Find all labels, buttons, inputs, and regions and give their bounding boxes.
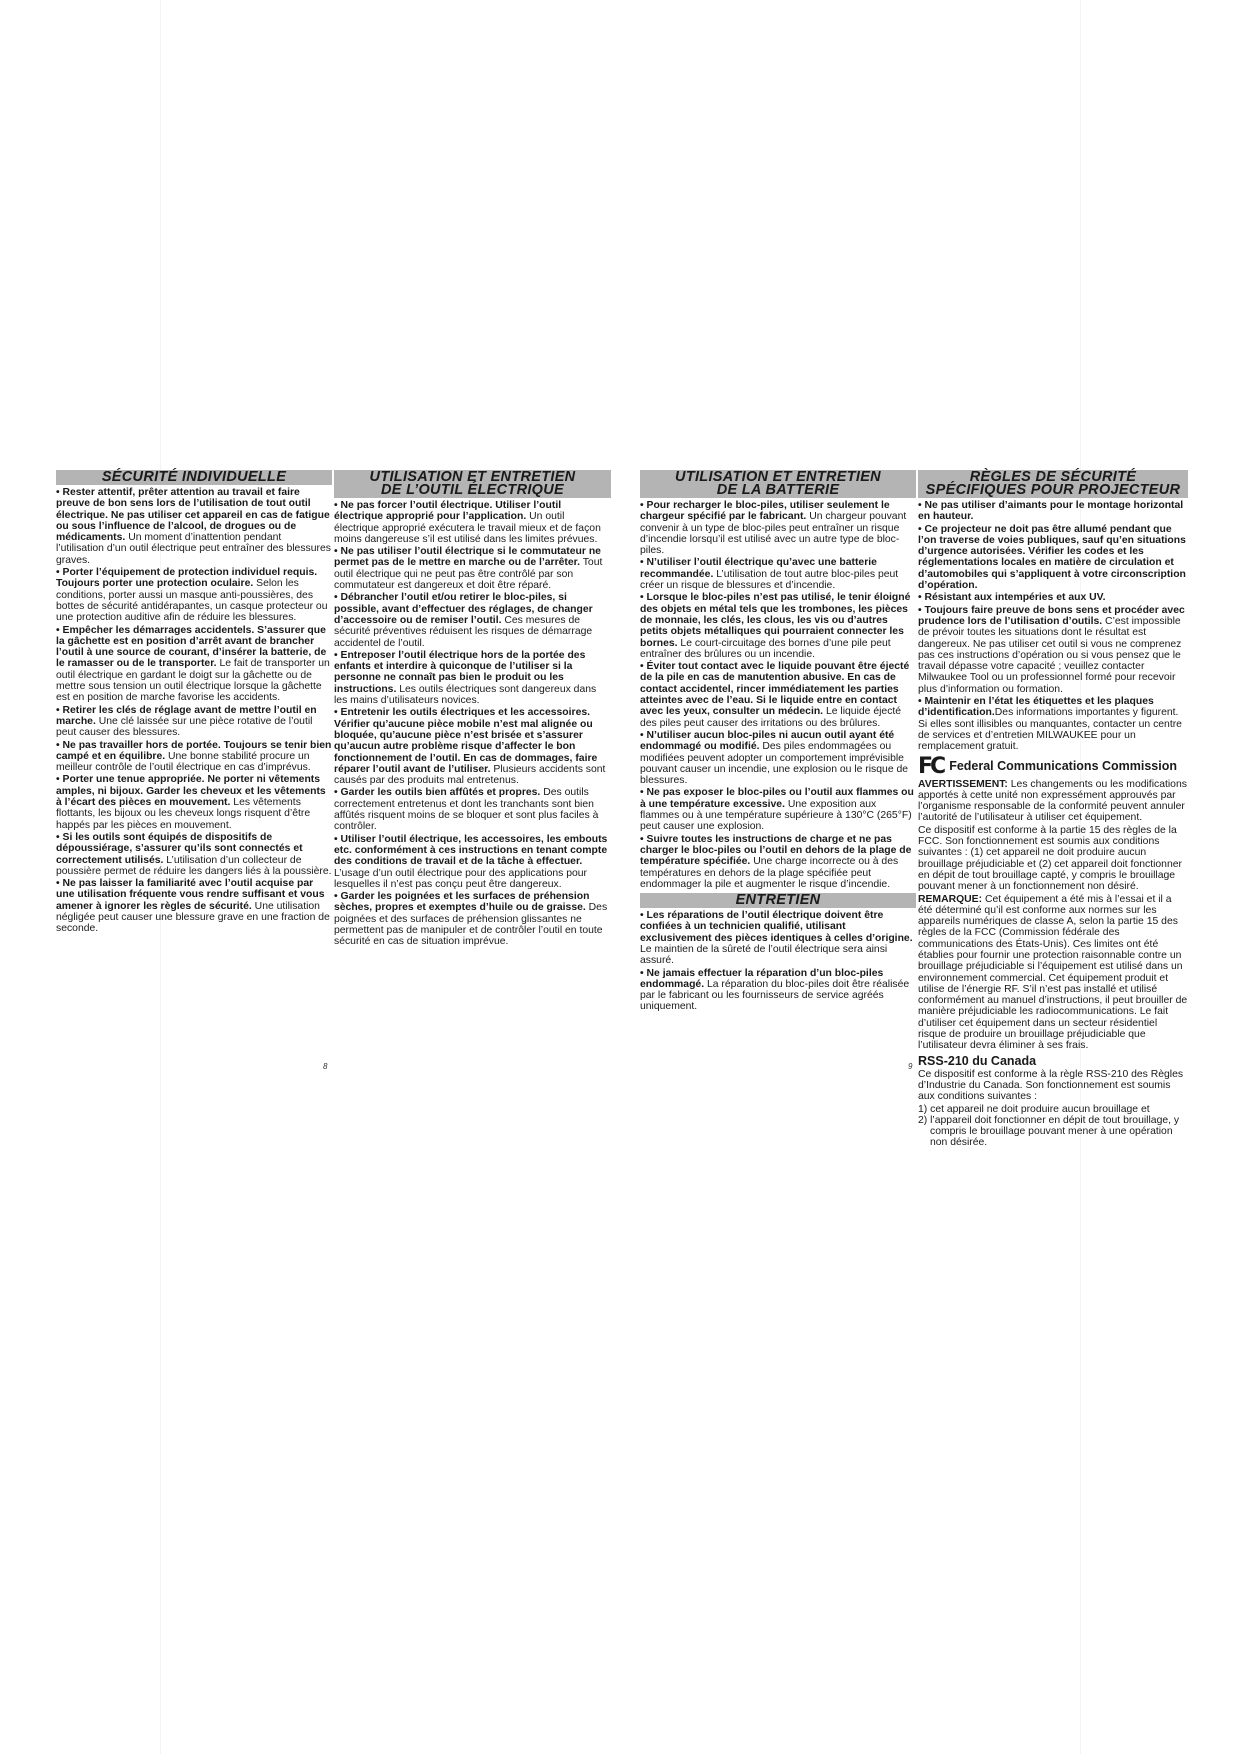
bullet-item (918, 605, 1188, 695)
bullet-plain-text: Des informations importantes y figurent. Si elles sont illisibles ou manquantes, contacter un centre de services et d’entretien MILWAUKEE pour un remplacement gratuit. (918, 707, 1182, 753)
fcc-title: Federal Communications Commission (949, 758, 1178, 773)
bullet-plain-text: Des outils correctement entretenus et dont les tranchants sont bien affûtés risquent moins de se bloquer et sont plus faciles à contrôler. (334, 787, 599, 833)
fcc-warning-label: AVERTISSEMENT: (918, 778, 1008, 790)
bullet-plain-text: Un chargeur pouvant convenir à un type de bloc-piles peut entraîner un risque d’incendie lorsqu’il est utilisé avec un autre type de bloc-piles. (640, 511, 907, 557)
bullet-bold-text: • Éviter tout contact avec le liquide pouvant être éjecté de la pile en cas de manutention abusive. En cas de contact accidentel, rincer immédiatement les parties atteintes avec de l’eau. Si le liquide entre en contact avec les yeux, consulter un médecin. (640, 661, 910, 718)
remarque-text: Cet équipement a été mis à l’essai et il a été déterminé qu’il est conforme aux normes sur les appareils numériques de classe A, selon la partie 15 des règles de la FCC (Commission fédérale des communications des États-Unis). Ces limites ont été établies pour fournir une protection raisonnable contre un brouillage préjudiciable si l’équipement est utilisé dans un environnement commercial. Cet équipement produit et utilise de l’énergie RF. S’il n’est pas installé et utilisé conformément au manuel d’instructions, il peut brouiller de manière préjudiciable les radiocommunications. Le fait d’utiliser cet équipement dans un secteur résidentiel risque de produire un brouillage préjudiciable que l’utilisateur devra éliminer à ses frais. (918, 893, 1188, 1052)
fcc-logo-icon: FC (918, 753, 944, 779)
section-heading-service (640, 893, 916, 908)
bullet-bold-text: • Débrancher l’outil et/ou retirer le bloc-piles, si possible, avant d’effectuer des réglages, de changer d’accessoire ou de remiser l’outil. (334, 592, 593, 626)
fcc-warning (918, 779, 1188, 824)
fcc-header (918, 753, 1188, 779)
bullet-bold-text: • Garder les outils bien affûtés et propres. (334, 787, 541, 799)
bullet-plain-text: Une exposition aux flammes ou à une température supérieure à 130°C (265°F) peut causer une explosion. (640, 798, 912, 833)
bullet-item (56, 705, 332, 739)
bullet-plain-text: Une clé laissée sur une pièce rotative de l’outil peut causer des blessures. (56, 715, 313, 739)
section-heading (918, 470, 1188, 498)
bullet-item (640, 834, 916, 890)
bullet-plain-text: Des piles endommagées ou modifiées peuvent adopter un comportement imprévisible pouvant causer un incendie, une explosion ou le risque de blessures. (640, 741, 909, 787)
column-personal-safety (56, 470, 332, 936)
bullet-item (918, 696, 1188, 752)
bullet-bold-text: • Toujours faire preuve de bons sens et procéder avec prudence lors de l’utilisation d’outils. (918, 604, 1185, 627)
bullet-item (918, 524, 1188, 592)
bullet-item (334, 707, 611, 786)
bullet-plain-text: L’usage d’un outil électrique pour des applications pour lesquelles il n’est pas conçu peut être dangereux. (334, 867, 588, 890)
bullet-bold-text: • Entreposer l’outil électrique hors de la portée des enfants et interdire à quiconque de l’utiliser si la personne ne connaît pas bien le produit ou les instructions. (334, 649, 586, 695)
bullet-bold-text: • Ce projecteur ne doit pas être allumé pendant que l’on traverse de voies publiques, sauf qu’en situations d’urgence autorisées. Vérifier les codes et les réglementations locales en matière de circulation et d’automobiles qui s’appliquent à votre circonscription d’opération. (918, 523, 1186, 592)
bullet-item (56, 832, 332, 877)
section-heading (334, 470, 611, 498)
bullet-item (56, 567, 332, 623)
bullet-list (334, 500, 611, 948)
bullet-plain-text: Les vêtements flottants, les bijoux ou les cheveux longs risquent d’être happés par les pièces en mouvement. (56, 797, 311, 831)
bullet-plain-text: Le court-circuitage des bornes d’une pile peut entraîner des brûlures ou un incendie. (640, 637, 891, 660)
bullet-bold-text: • N’utiliser l’outil électrique qu’avec une batterie recommandée. (640, 557, 877, 580)
rss-list (918, 1104, 1188, 1149)
bullet-plain-text: Une charge incorrecte ou à des températures en dehors de la plage spécifiée peut endommager la pile et augmenter le risque d’incendie. (640, 856, 899, 890)
bullet-plain-text: L’utilisation de tout autre bloc-piles peut créer un risque de blessures et d’incendie. (640, 568, 899, 592)
bullet-item (640, 500, 916, 556)
bullet-item (640, 968, 916, 1013)
section-heading (56, 470, 332, 485)
bullet-item (56, 774, 332, 830)
column-tool-use-care (334, 470, 611, 949)
bullet-bold-text: • Ne jamais effectuer la réparation d’un bloc-piles endommagé. (640, 967, 884, 990)
bullet-bold-text: • Porter une tenue appropriée. Ne porter ni vêtements amples, ni bijoux. Garder les cheveux et les vêtements à l’écart des pièces en mouvement. (56, 774, 326, 809)
column-battery-use-care (640, 470, 916, 1014)
heading-text-line1: RÈGLES DE SÉCURITÉ (969, 469, 1137, 485)
bullet-item (334, 592, 611, 648)
heading-text-line1: UTILISATION ET ENTRETIEN (675, 469, 881, 485)
heading-text-line2: DE LA BATTERIE (716, 482, 840, 498)
rss-title: RSS-210 du Canada (918, 1053, 1037, 1068)
bullet-bold-text: • Ne pas utiliser d’aimants pour le montage horizontal en hauteur. (918, 500, 1184, 523)
bullet-plain-text: L’utilisation d’un collecteur de poussière permet de réduire les dangers liés à la poussière. (56, 854, 332, 877)
bullet-list-service (640, 910, 916, 1013)
bullet-item (56, 487, 332, 566)
bullet-plain-text: Des poignées et des surfaces de préhension glissantes ne permettent pas de manipuler et de contrôler l’outil en toute sécurité en cas de situation imprévue. (334, 902, 608, 948)
bullet-item (56, 625, 332, 704)
section-heading (640, 470, 916, 498)
bullet-plain-text: Plusieurs accidents sont causés par des produits mal entretenus. (334, 763, 606, 787)
bullet-bold-text: • Pour recharger le bloc-piles, utiliser seulement le chargeur spécifié par le fabricant. (640, 500, 890, 523)
bullet-bold-text: • Utiliser l’outil électrique, les accessoires, les embouts etc. conformément à ces instructions en tenant compte des conditions de travail et de la tâche à effectuer. (334, 833, 608, 868)
bullet-bold-text: • Entretenir les outils électriques et les accessoires. Vérifier qu’aucune pièce mobile n’est mal alignée ou bloquée, qu’aucune pièce n’est brisée et s’assurer qu’aucun autre problème risque d’affecter le bon fonctionnement de l’outil. En cas de dommages, faire réparer l’outil avant de l’utiliser. (334, 707, 598, 775)
bullet-bold-text: • Rester attentif, prêter attention au travail et faire preuve de bon sens lors de l’utilisation de tout outil électrique. Ne pas utiliser cet appareil en cas de fatigue ou sous l’influence de l’alcool, de drogues ou de médicaments. (56, 487, 330, 544)
bullet-bold-text: • Suivre toutes les instructions de charge et ne pas charger le bloc-piles ou l’outil en dehors de la plage de température spécifiée. (640, 833, 912, 868)
bullet-plain-text: C’est impossible de prévoir toutes les situations dont le résultat est dangereux. Ne pas utiliser cet outil si vous ne comprenez pas ces instructions d’opération ou si vous pensez que le travail dépasse votre capacité ; veuillez contacter Milwaukee Tool ou un professionnel formé pour recevoir plus d’information ou formation. (918, 615, 1182, 695)
bullet-item (334, 500, 611, 545)
heading-text: SÉCURITÉ INDIVIDUELLE (101, 469, 287, 485)
bullet-item (334, 650, 611, 706)
bullet-list (56, 487, 332, 935)
bullet-list (640, 500, 916, 890)
bullet-item (640, 592, 916, 660)
bullet-plain-text: Les outils électriques sont dangereux dans les mains d’utilisateurs novices. (334, 683, 597, 707)
bullet-bold-text: • Ne pas utiliser l’outil électrique si le commutateur ne permet pas de le mettre en marche ou de l’arrêter. (334, 546, 601, 569)
bullet-item (918, 500, 1188, 523)
bullet-plain-text: Un moment d’inattention pendant l’utilisation d’un outil électrique peut entraîner des blessures graves. (56, 532, 331, 566)
bullet-plain-text: Le fait de transporter un outil électrique en gardant le doigt sur la gâchette ou de mettre sous tension un outil électrique lorsque la gâchette est en position de marche favorise les accidents. (56, 658, 330, 704)
page-number-right: 9 (908, 1062, 913, 1071)
bullet-plain-text: Une bonne stabilité procure un meilleur contrôle de l’outil électrique en cas d’imprévus. (56, 750, 311, 774)
bullet-item (640, 730, 916, 786)
bullet-plain-text: Le liquide éjecté des piles peut causer des irritations ou des brûlures. (640, 706, 902, 729)
fcc-paragraph: Ce dispositif est conforme à la partie 15 des règles de la FCC. Son fonctionnement est soumis aux conditions suivantes : (1) cet appareil ne doit produire aucun brouillage préjudiciable et (2) cet appareil doit fonctionner en dépit de tout brouillage capté, y compris le brouillage pouvant mener à un fonctionnement non désiré. (918, 824, 1182, 893)
rss-item: 1) cet appareil ne doit produire aucun brouillage et (918, 1103, 1150, 1115)
bullet-bold-text: • Empêcher les démarrages accidentels. S’assurer que la gâchette est en position d’arrêt avant de brancher l’outil à une source de courant, d’insérer la batterie, de le ramasser ou de le transporter. (56, 624, 327, 670)
heading-text-line2: SPÉCIFIQUES POUR PROJECTEUR (925, 482, 1181, 498)
bullet-bold-text: • Garder les poignées et les surfaces de préhension sèches, propres et exemptes d’huile ou de graisse. (334, 891, 590, 914)
bullet-bold-text: • Retirer les clés de réglage avant de mettre l’outil en marche. (56, 704, 317, 727)
bullet-item (334, 891, 611, 947)
bullet-bold-text: • Porter l’équipement de protection individuel requis. Toujours porter une protection oculaire. (56, 567, 318, 590)
bullet-plain-text: Un outil électrique approprié exécutera le travail mieux et de façon moins dangereuse s’il est utilisé dans les limites prévues. (334, 511, 601, 545)
bullet-item (56, 878, 332, 934)
heading-text: ENTRETIEN (735, 892, 821, 909)
bullet-bold-text: • Maintenir en l’état les étiquettes et les plaques d’identification. (918, 696, 1154, 719)
bullet-plain-text: Ces mesures de sécurité préventives réduisent les risques de démarrage accidentel de l’outil. (334, 614, 593, 649)
bullet-plain-text: Selon les conditions, porter aussi un masque anti-poussières, des bottes de sécurité antidérapantes, un casque protecteur ou une protection auditive afin de réduire les blessures. (56, 578, 328, 624)
bullet-item (640, 557, 916, 591)
fcc-warning-text: Les changements ou les modifications apportés à cette unité non expressément approuvés par l’organisme responsable de la conformité peuvent annuler l’autorité de l’utilisateur à utiliser cet équipement. (918, 778, 1187, 824)
bullet-item (334, 834, 611, 890)
rss-text: Ce dispositif est conforme à la règle RSS-210 des Règles d’Industrie du Canada. Son fonctionnement est soumis aux conditions suivantes : (918, 1068, 1184, 1103)
bullet-bold-text: • N’utiliser aucun bloc-piles ni aucun outil ayant été endommagé ou modifié. (640, 729, 895, 753)
bullet-item (640, 661, 916, 729)
bullet-plain-text: Tout outil électrique qui ne peut pas être contrôlé par son commutateur est dangereux et doit être réparé. (334, 557, 603, 592)
heading-text-line1: UTILISATION ET ENTRETIEN (369, 469, 576, 485)
bullet-bold-text: • Résistant aux intempéries et aux UV. (918, 592, 1106, 604)
fcc-remarque (918, 894, 1188, 1052)
bullet-plain-text: Une utilisation négligée peut causer une blessure grave en une fraction de seconde. (56, 900, 330, 935)
bullet-item (918, 592, 1188, 603)
bullet-plain-text: Le maintien de la sûreté de l’outil électrique sera ainsi assuré. (640, 943, 888, 967)
rss-item: 2) l’appareil doit fonctionner en dépit de tout brouillage, y compris le brouillage pouvant mener à une opération non désirée. (918, 1114, 1180, 1149)
bullet-bold-text: • Ne pas laisser la familiarité avec l’outil acquise par une utilisation fréquente vous rendre suffisant et vous amener à ignorer les règles de sécurité. (56, 878, 325, 912)
bullet-item (56, 740, 332, 774)
bullet-item (334, 546, 611, 591)
bullet-plain-text: La réparation du bloc-piles doit être réalisée par le fabricant ou les fournisseurs de service agréés uniquement. (640, 978, 910, 1013)
column-projector-rules (918, 470, 1188, 1149)
page-number-left: 8 (323, 1062, 328, 1071)
bullet-item (640, 787, 916, 832)
bullet-bold-text: • Ne pas travailler hors de portée. Toujours se tenir bien campé et en équilibre. (56, 739, 332, 762)
bullet-bold-text: • Les réparations de l’outil électrique doivent être confiées à un technicien qualifié, utilisant exclusivement des pièces identiques à celles d’origine. (640, 910, 913, 944)
bullet-item (334, 787, 611, 832)
bullet-bold-text: • Lorsque le bloc-piles n’est pas utilisé, le tenir éloigné des objets en métal tels que les trombones, les pièces de monnaie, les clés, les clous, les vis ou d’autres petits objets métalliques qui pourraient connecter les bornes. (640, 592, 911, 649)
bullet-bold-text: • Ne pas forcer l’outil électrique. Utiliser l’outil électrique approprié pour l’application. (334, 500, 562, 523)
remarque-label: REMARQUE: (918, 893, 983, 905)
bullet-bold-text: • Ne pas exposer le bloc-piles ou l’outil aux flammes ou à une température excessive. (640, 787, 914, 810)
bullet-bold-text: • Si les outils sont équipés de dispositifs de dépoussiérage, s’assurer qu’ils sont connectés et correctement utilisés. (56, 831, 303, 866)
bullet-item (640, 910, 916, 966)
heading-text-line2: DE L’OUTIL ÉLECTRIQUE (381, 482, 564, 498)
bullet-list (918, 500, 1188, 753)
